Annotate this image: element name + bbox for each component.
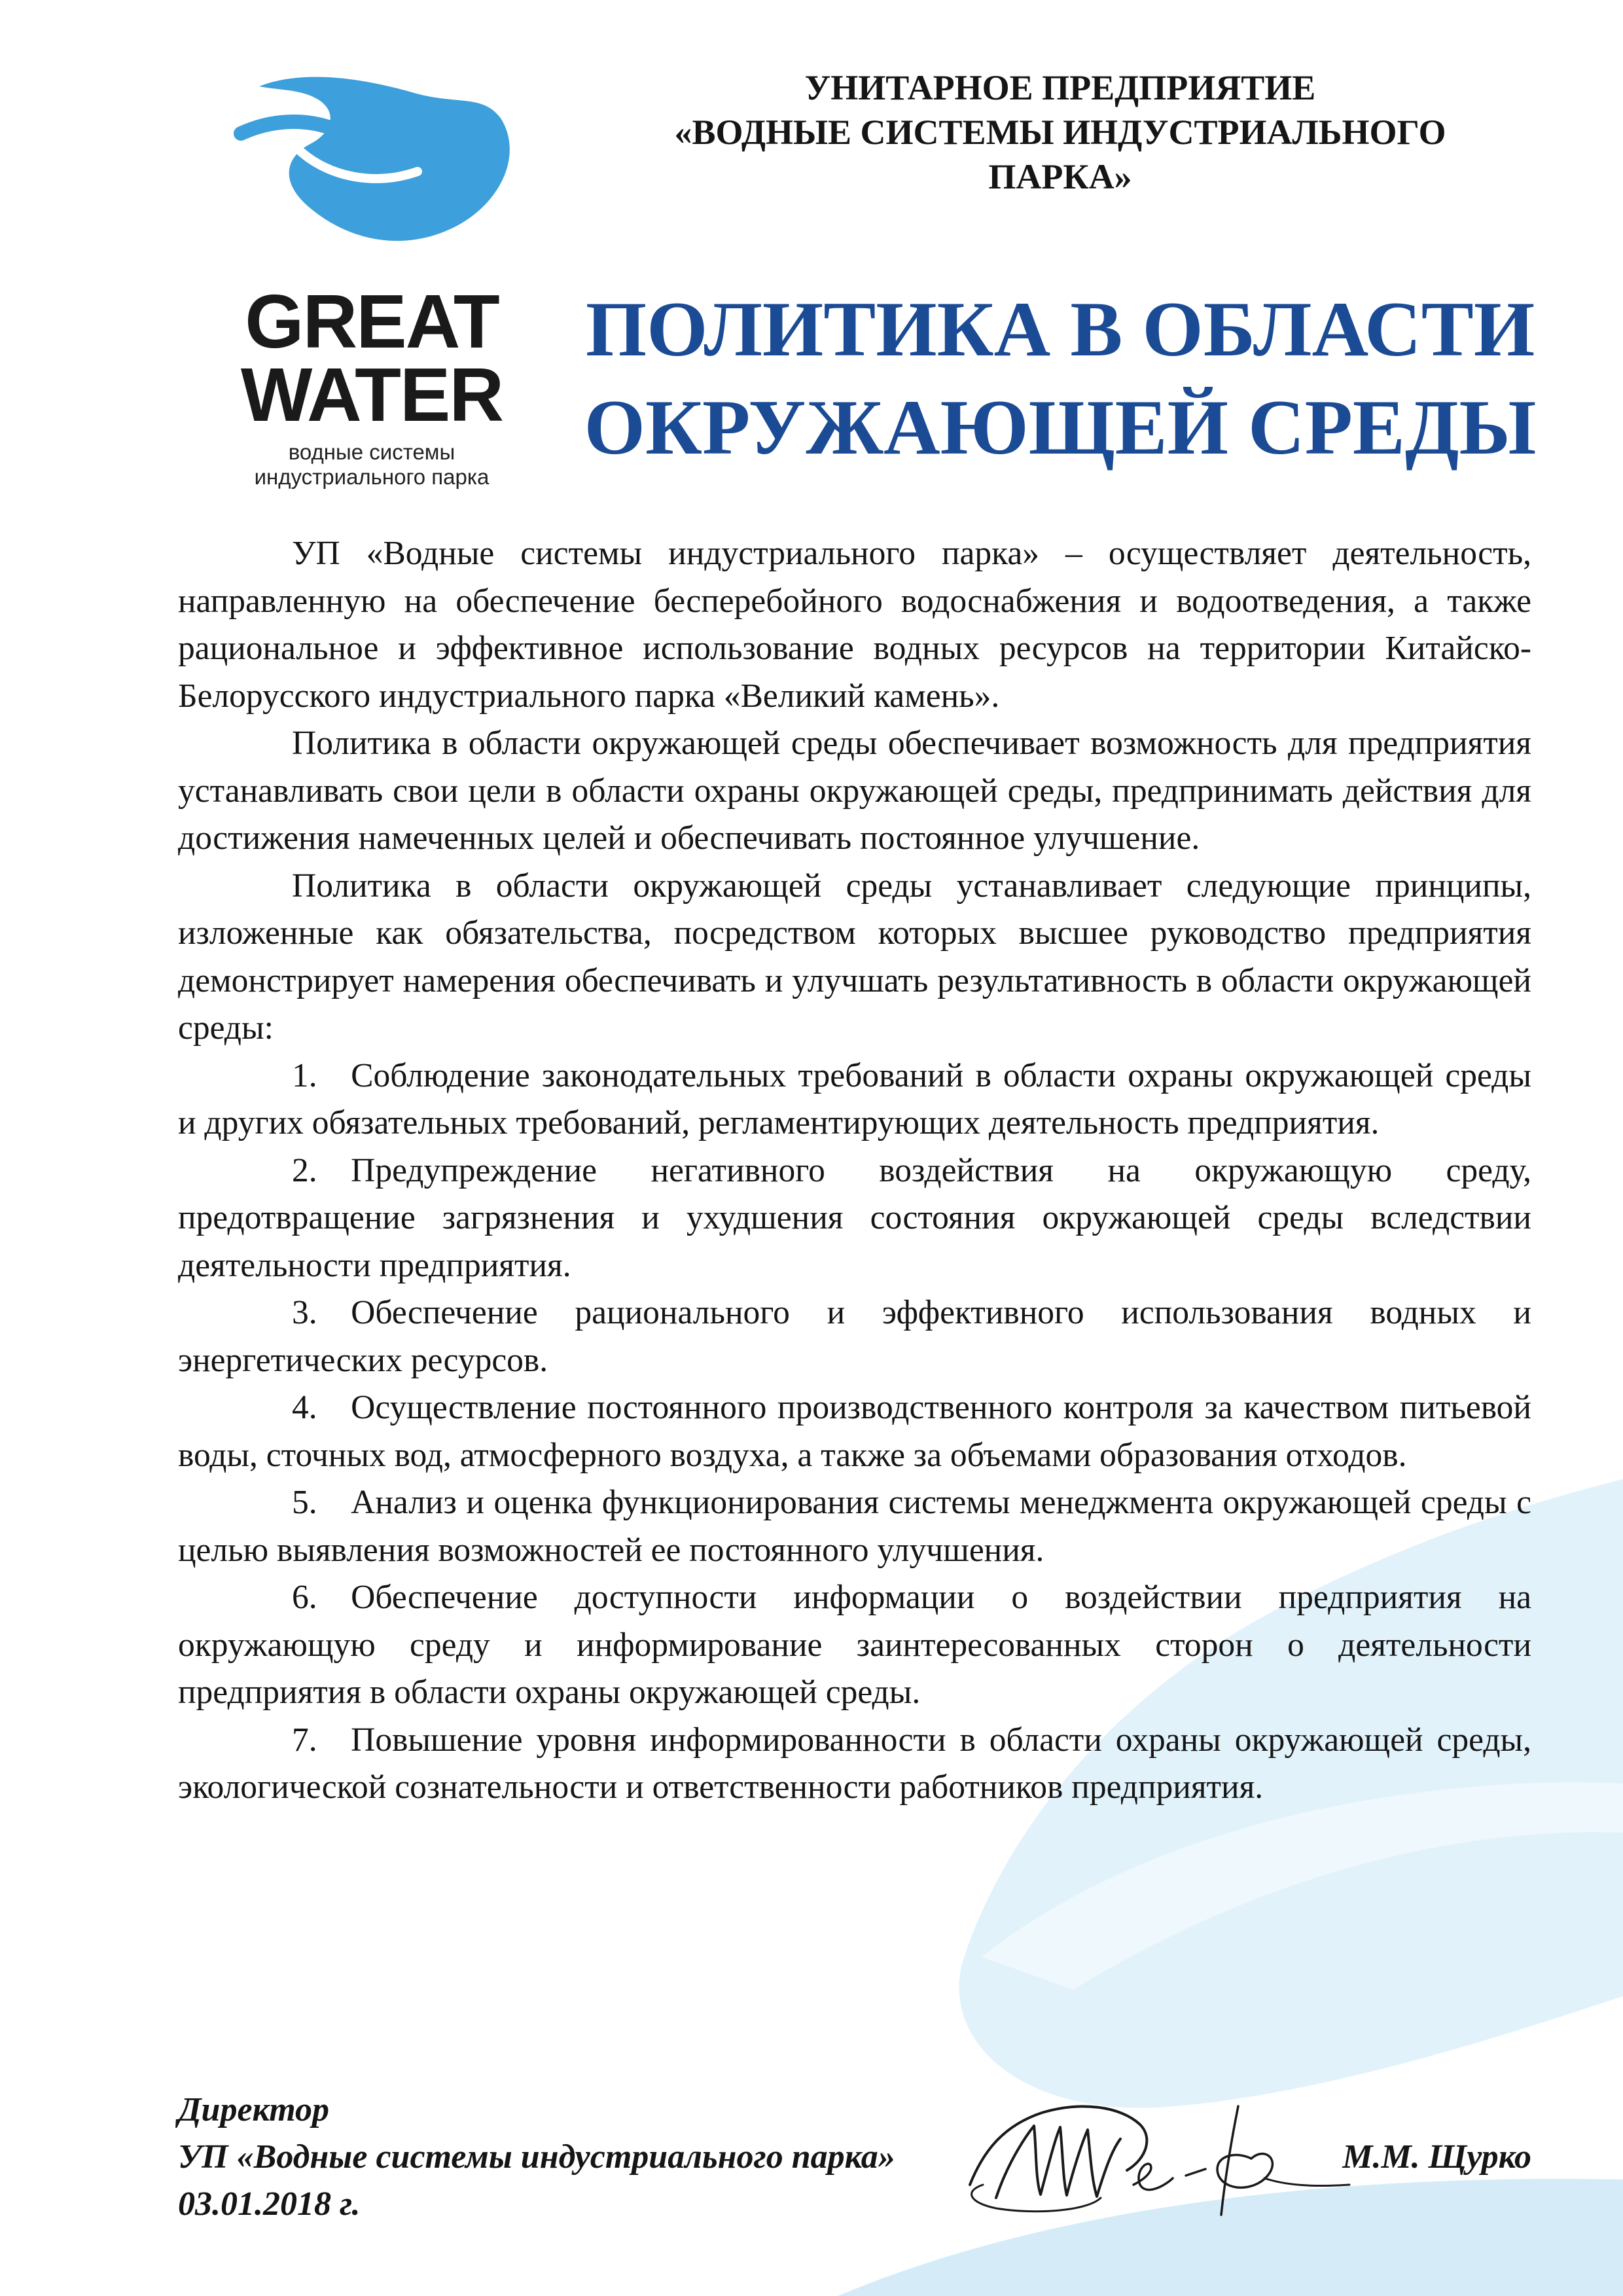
intro-paragraph: УП «Водные системы индустриального парка» – осуществляет деятельность, направленную на обеспечение бесперебойного водоснабжения и водоотведения, а также рациональное и эффективное использование водных ресурсов на территории Китайско-Белорусского индустриального парка «Великий камень».: [178, 535, 1531, 715]
policy-body: [178, 530, 1531, 1812]
principle-item-6: 6. Обеспечение доступности информации о воздействии предприятия на окружающую среду и информирование заинтересованных сторон о деятельности предприятия в области охраны окружающей среды.: [178, 1579, 1531, 1711]
logo-wordmark-water: WATER: [240, 352, 503, 437]
org-line-1: УНИТАРНОЕ ПРЕДПРИЯТИЕ: [804, 68, 1316, 107]
policy-paragraph: Политика в области окружающей среды обеспечивает возможность для предприятия устанавливать свои цели в области охраны окружающей среды, предпринимать действия для достижения намеченных целей и обеспечивать постоянное улучшение.: [178, 725, 1531, 857]
organization-name: [589, 65, 1531, 199]
logo-subtitle-line1: водные системы: [288, 440, 455, 464]
principle-item-5: 5. Анализ и оценка функционирования системы менеджмента окружающей среды с целью выявления возможностей ее постоянного улучшения.: [178, 1484, 1531, 1569]
signer-name: М.М. Щурко: [1342, 2138, 1531, 2176]
org-line-3: ПАРКА»: [988, 157, 1132, 196]
signer-organization: УП «Водные системы индустриального парка»: [178, 2138, 895, 2176]
logo-subtitle-line2: индустриального парка: [254, 465, 490, 489]
water-drop-logo-icon: [233, 73, 510, 257]
principle-item-4: 4. Осуществление постоянного производственного контроля за качеством питьевой воды, сточных вод, атмосферного воздуха, а также за объемами образования отходов.: [178, 1389, 1531, 1474]
principle-item-2: 2. Предупреждение негативного воздействия на окружающую среду, предотвращение загрязнения и ухудшения состояния окружающей среды вследствии деятельности предприятия.: [178, 1151, 1531, 1284]
signer-position: Директор: [178, 2091, 329, 2128]
org-line-2: «ВОДНЫЕ СИСТЕМЫ ИНДУСТРИАЛЬНОГО: [674, 113, 1446, 152]
document-date: 03.01.2018 г.: [178, 2185, 361, 2223]
logo-wordmark-great: GREAT: [245, 279, 499, 364]
title-line-2: ОКРУЖАЮЩЕЙ СРЕДЫ: [584, 384, 1537, 471]
principle-item-1: 1. Соблюдение законодательных требований в области охраны окружающей среды и других обязательных требований, регламентирующих деятельность предприятия.: [178, 1056, 1531, 1141]
signature-block: [178, 2087, 1531, 2257]
document-title: [576, 280, 1544, 476]
principle-item-7: 7. Повышение уровня информированности в области охраны окружающей среды, экологической сознательности и ответственности работников предприятия.: [178, 1721, 1531, 1806]
principles-paragraph: Политика в области окружающей среды устанавливает следующие принципы, изложенные как обязательства, посредством которых высшее руководство предприятия демонстрирует намерения обеспечивать и улучшать результативность в области окружающей среды:: [178, 867, 1531, 1047]
great-water-logo: [233, 73, 510, 492]
handwritten-signature: [957, 2087, 1389, 2224]
principle-item-3: 3. Обеспечение рационального и эффективного использования водных и энергетических ресурсов.: [178, 1294, 1531, 1379]
title-line-1: ПОЛИТИКА В ОБЛАСТИ: [585, 285, 1535, 372]
